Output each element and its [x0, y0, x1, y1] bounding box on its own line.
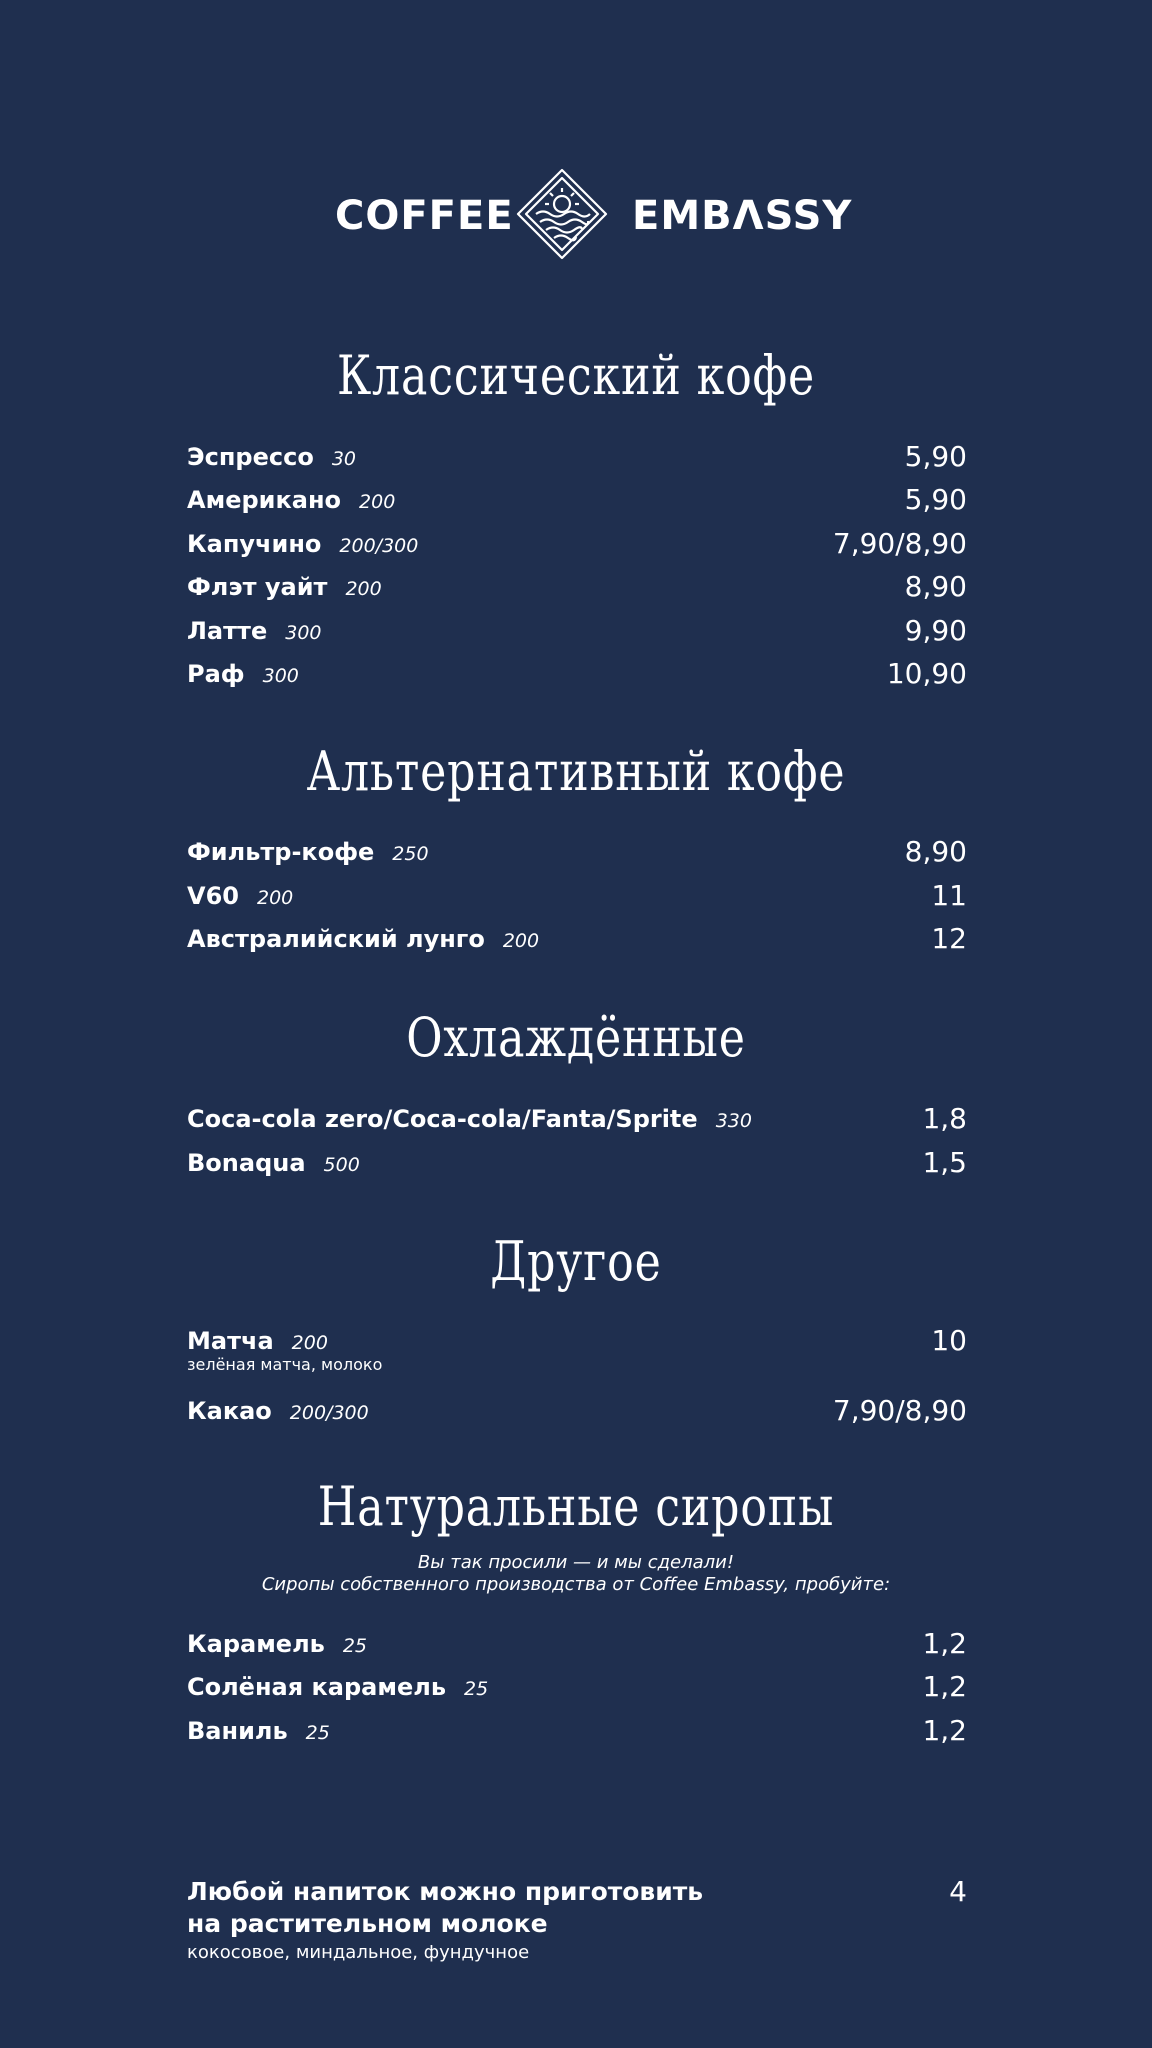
menu-item-matcha: [187, 1321, 967, 1381]
item-price: 10: [931, 1324, 967, 1357]
brand-word-left: COFFEE: [335, 193, 514, 239]
syrup-note: [0, 1552, 1152, 1596]
item-price: 9,90: [904, 614, 967, 647]
section-title-chilled: Охлаждённые: [406, 1006, 746, 1069]
menu-item-cappuccino: [187, 524, 967, 564]
plant-milk-line: Любой напиток можно приготовить: [187, 1877, 704, 1906]
plant-milk-price: 4: [949, 1875, 967, 1908]
menu-item-vanilla: [187, 1711, 967, 1751]
item-volume: 25: [305, 1722, 330, 1744]
item-price: 12: [931, 922, 967, 955]
item-volume: 25: [464, 1678, 489, 1700]
menu-item-v60: [187, 876, 967, 916]
item-volume: 200: [291, 1332, 328, 1354]
item-name: Эспрессо: [187, 443, 314, 471]
menu-item-bonaqua: [187, 1143, 967, 1183]
item-name: Флэт уайт: [187, 573, 328, 601]
item-volume: 25: [342, 1635, 368, 1657]
menu-item-flat-white: [187, 567, 967, 607]
item-price: 7,90/8,90: [832, 527, 967, 560]
menu-item-cocoa: [187, 1391, 967, 1431]
menu-item-soda: [187, 1099, 967, 1139]
item-volume: 200: [345, 578, 382, 600]
item-name: Какао: [187, 1397, 272, 1425]
item-name: Фильтр-кофе: [187, 838, 375, 866]
item-price: 11: [931, 879, 967, 912]
section-title-other: Другое: [490, 1230, 662, 1293]
item-price: 5,90: [904, 440, 967, 473]
item-volume: 200: [256, 887, 294, 909]
item-price: 7,90/8,90: [832, 1394, 967, 1427]
item-name: Раф: [187, 660, 245, 688]
item-price: 1,8: [922, 1102, 967, 1135]
item-name: Австралийский лунго: [187, 925, 485, 953]
item-name: V60: [187, 882, 239, 910]
brand-logo: [0, 168, 1152, 266]
item-name: Матча: [187, 1327, 274, 1355]
item-volume: 200: [359, 491, 396, 513]
menu-item-americano: [187, 480, 967, 520]
item-price: 10,90: [886, 657, 967, 690]
item-name: Ваниль: [187, 1717, 288, 1745]
item-price: 8,90: [904, 570, 967, 603]
item-price: 1,2: [922, 1627, 967, 1660]
item-price: 1,5: [922, 1146, 967, 1179]
syrup-note-line: Вы так просили — и мы сделали!: [417, 1552, 735, 1573]
item-price: 5,90: [904, 483, 967, 516]
section-title-natural-syrups: Натуральные сиропы: [317, 1475, 835, 1538]
item-name: Американо: [187, 486, 342, 514]
syrup-note-line: Сиропы собственного производства от Coffee Embassy, пробуйте:: [261, 1574, 891, 1595]
item-price: 1,2: [922, 1714, 967, 1747]
item-name: Bonaqua: [187, 1149, 306, 1177]
item-volume: 30: [331, 448, 357, 470]
menu-item-australian-lungo: [187, 919, 967, 959]
item-price: 8,90: [904, 835, 967, 868]
plant-milk-description: кокосовое, миндальное, фундучное: [187, 1942, 530, 1963]
item-volume: 300: [262, 665, 299, 687]
plant-milk-option: [187, 1876, 967, 1966]
plant-milk-line: на растительном молоке: [187, 1909, 548, 1938]
item-volume: 200: [502, 930, 540, 952]
item-name: Солёная карамель: [187, 1673, 447, 1701]
menu-item-filter-coffee: [187, 832, 967, 872]
item-volume: 200/300: [339, 535, 419, 557]
item-description: зелёная матча, молоко: [187, 1355, 383, 1374]
brand-word-right: EMBΛSSY: [632, 193, 853, 239]
item-name: Coca-cola zero/Coca-cola/Fanta/Sprite: [187, 1105, 698, 1133]
menu-item-latte: [187, 611, 967, 651]
item-volume: 330: [715, 1110, 752, 1132]
diamond-sun-waves-icon: [516, 168, 608, 260]
item-volume: 500: [323, 1154, 360, 1176]
item-volume: 250: [392, 843, 429, 865]
item-volume: 300: [285, 622, 322, 644]
section-title-alternative-coffee: Альтернативный кофе: [306, 740, 846, 803]
menu-item-espresso: [187, 437, 967, 477]
menu-item-raf: [187, 654, 967, 694]
plant-milk-text: [187, 1876, 703, 1940]
item-name: Латте: [187, 617, 268, 645]
menu-item-caramel: [187, 1624, 967, 1664]
item-price: 1,2: [922, 1670, 967, 1703]
menu-item-salted-caramel: [187, 1667, 967, 1707]
item-name: Карамель: [187, 1630, 325, 1658]
item-name: Капучино: [187, 530, 322, 558]
item-volume: 200/300: [289, 1402, 369, 1424]
section-title-classic-coffee: Классический кофе: [336, 344, 816, 407]
